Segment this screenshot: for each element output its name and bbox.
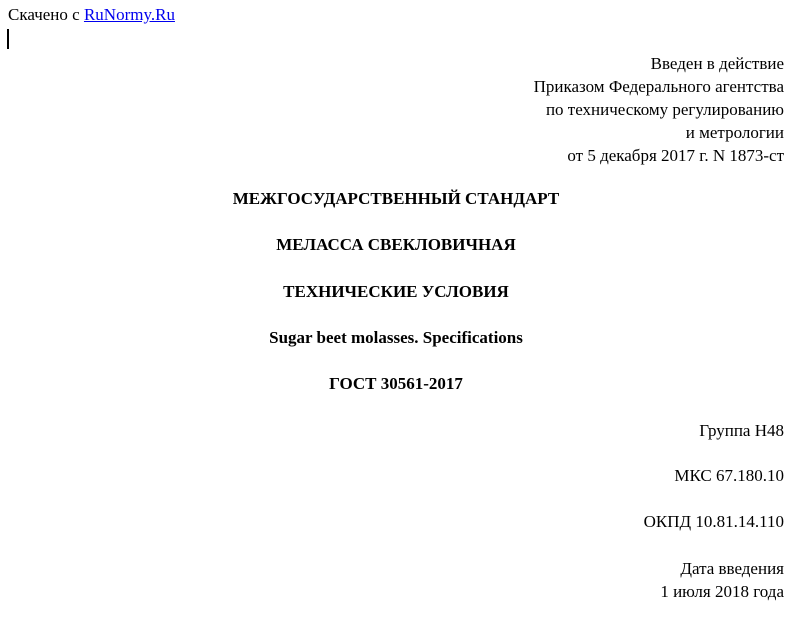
effective-date-block xyxy=(660,557,784,603)
okpd-code: ОКПД 10.81.14.110 xyxy=(643,512,784,531)
enactment-line-1: Введен в действие xyxy=(650,54,784,73)
gost-number: ГОСТ 30561-2017 xyxy=(329,374,463,393)
enactment-line-2: Приказом Федерального агентства xyxy=(533,77,784,96)
enactment-line-3: по техническому регулированию xyxy=(545,100,784,119)
mks-code: МКС 67.180.10 xyxy=(674,466,784,485)
conditions-heading: ТЕХНИЧЕСКИЕ УСЛОВИЯ xyxy=(283,282,509,301)
standard-type-heading: МЕЖГОСУДАРСТВЕННЫЙ СТАНДАРТ xyxy=(232,189,560,208)
text-cursor xyxy=(7,29,9,49)
download-source-line xyxy=(8,5,175,25)
enactment-notice xyxy=(534,52,784,167)
enactment-line-4: и метрологии xyxy=(685,123,784,142)
effective-date-label: Дата введения xyxy=(680,559,784,578)
product-heading: МЕЛАССА СВЕКЛОВИЧНАЯ xyxy=(276,235,516,254)
group-code: Группа Н48 xyxy=(699,421,784,440)
enactment-line-5: от 5 декабря 2017 г. N 1873-ст xyxy=(567,146,784,165)
download-prefix: Скачено с xyxy=(8,5,80,24)
effective-date-value: 1 июля 2018 года xyxy=(660,582,784,601)
english-title: Sugar beet molasses. Specifications xyxy=(269,328,523,347)
source-link[interactable]: RuNormy.Ru xyxy=(83,5,175,24)
